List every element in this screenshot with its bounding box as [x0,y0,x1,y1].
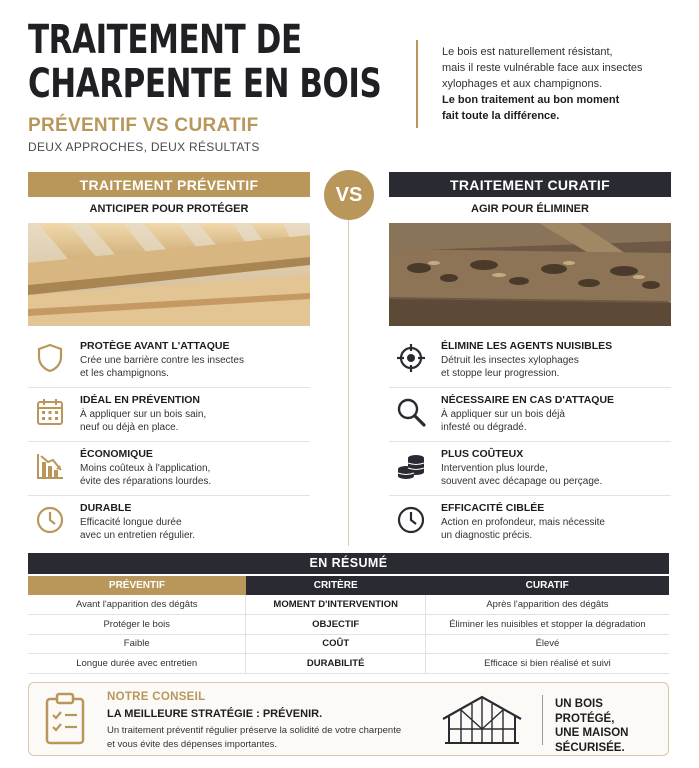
cell-preventif: Protéger le bois [28,615,246,635]
item-title: ÉLIMINE LES AGENTS NUISIBLES [441,340,613,352]
item-desc: Efficacité longue durée [80,517,182,528]
list-item [389,388,671,442]
item-desc: À appliquer sur un bois déjà [441,409,565,420]
chart-down-icon [28,448,72,482]
house-frame-icon [439,691,525,752]
advice-line: Un traitement préventif régulier préserve la solidité de votre charpente [107,725,402,736]
list-item [28,496,310,550]
item-desc: Crée une barrière contre les insectes [80,355,244,366]
item-title: PROTÈGE AVANT L'ATTAQUE [80,340,230,352]
preventif-list [28,334,310,550]
title-line-1: TRAITEMENT DE [28,17,302,63]
page-tagline: DEUX APPROCHES, DEUX RÉSULTATS [28,140,260,154]
item-desc: souvent avec décapage ou perçage. [441,476,603,487]
intro-line: xylophages et aux champignons. [442,78,603,90]
summary-heading: EN RÉSUMÉ [28,553,669,574]
intro-bold-line: Le bon traitement au bon moment [442,94,620,106]
curatif-column [389,172,671,550]
item-desc: Intervention plus lourde, [441,463,548,474]
healthy-wood-photo [28,223,310,326]
item-desc: Détruit les insectes xylophages [441,355,579,366]
advice-body [107,724,437,752]
table-row [28,595,669,615]
magnifier-icon [389,394,433,428]
center-divider [348,220,349,546]
page-title [28,18,381,106]
curatif-subheading: AGIR POUR ÉLIMINER [471,203,589,215]
preventif-subheading: ANTICIPER POUR PROTÉGER [89,203,249,215]
cell-preventif: Avant l'apparition des dégâts [28,595,246,615]
column-header-critere: CRITÈRE [246,576,425,595]
calendar-icon [28,394,72,428]
item-title: EFFICACITÉ CIBLÉE [441,502,545,514]
intro-line: Le bois est naturellement résistant, [442,46,613,58]
motto-line: UNE MAISON [555,727,629,739]
item-title: IDÉAL EN PRÉVENTION [80,394,200,406]
vs-badge: VS [324,170,374,220]
preventif-column [28,172,310,550]
table-header-row [28,576,669,595]
item-desc: évite des réparations lourdes. [80,476,212,487]
item-title: DURABLE [80,502,132,514]
item-title: ÉCONOMIQUE [80,448,153,460]
cell-preventif: Faible [28,634,246,654]
column-header-curatif: CURATIF [425,576,669,595]
list-item [28,388,310,442]
cell-curatif: Après l'apparition des dégâts [425,595,669,615]
intro-line: mais il reste vulnérable face aux insectes [442,62,643,74]
cell-curatif: Élevé [425,634,669,654]
intro-bold-line: fait toute la différence. [442,110,560,122]
cell-curatif: Éliminer les nuisibles et stopper la dégradation [425,615,669,635]
item-desc: neuf ou déjà en place. [80,422,179,433]
cell-critere: DURABILITÉ [246,654,425,674]
advice-headline: LA MEILLEURE STRATÉGIE : PRÉVENIR. [107,708,323,720]
item-title: PLUS COÛTEUX [441,448,524,460]
cell-curatif: Efficace si bien réalisé et suivi [425,654,669,674]
damaged-wood-photo [389,223,671,326]
cell-preventif: Longue durée avec entretien [28,654,246,674]
cell-critere: MOMENT D'INTERVENTION [246,595,425,615]
advice-divider [542,695,543,745]
advice-title: NOTRE CONSEIL [107,691,206,703]
item-desc: et stoppe leur progression. [441,368,560,379]
curatif-list [389,334,671,550]
list-item [389,334,671,388]
item-desc: avec un entretien régulier. [80,530,196,541]
clock-icon [28,502,72,536]
title-line-2: CHARPENTE EN BOIS [28,61,382,107]
table-row [28,615,669,635]
item-desc: À appliquer sur un bois sain, [80,409,207,420]
list-item [28,334,310,388]
shield-icon [28,340,72,374]
item-desc: Moins coûteux à l'application, [80,463,211,474]
item-title: NÉCESSAIRE EN CAS D'ATTAQUE [441,394,615,406]
coins-icon [389,448,433,482]
summary-section [28,553,669,674]
header-divider [416,40,418,128]
list-item [389,442,671,496]
table-row [28,634,669,654]
curatif-heading: TRAITEMENT CURATIF [389,172,671,197]
target-icon [389,340,433,374]
cell-critere: COÛT [246,634,425,654]
list-item [389,496,671,550]
summary-table [28,576,669,674]
preventif-heading: TRAITEMENT PRÉVENTIF [28,172,310,197]
list-item [28,442,310,496]
clock-icon [389,502,433,536]
advice-line: et vous évite des dépenses importantes. [107,739,278,750]
column-header-preventif: PRÉVENTIF [28,576,246,595]
item-desc: infesté ou dégradé. [441,422,527,433]
page-subtitle: PRÉVENTIF VS CURATIF [28,115,259,136]
motto [555,697,665,755]
advice-box [28,682,669,756]
cell-critere: OBJECTIF [246,615,425,635]
clipboard-icon [41,691,89,752]
item-desc: un diagnostic précis. [441,530,533,541]
item-desc: Action en profondeur, mais nécessite [441,517,605,528]
motto-line: SÉCURISÉE. [555,741,625,754]
motto-line: UN BOIS PROTÉGÉ, [555,698,615,725]
intro-text [442,44,692,124]
table-row [28,654,669,674]
item-desc: et les champignons. [80,368,169,379]
